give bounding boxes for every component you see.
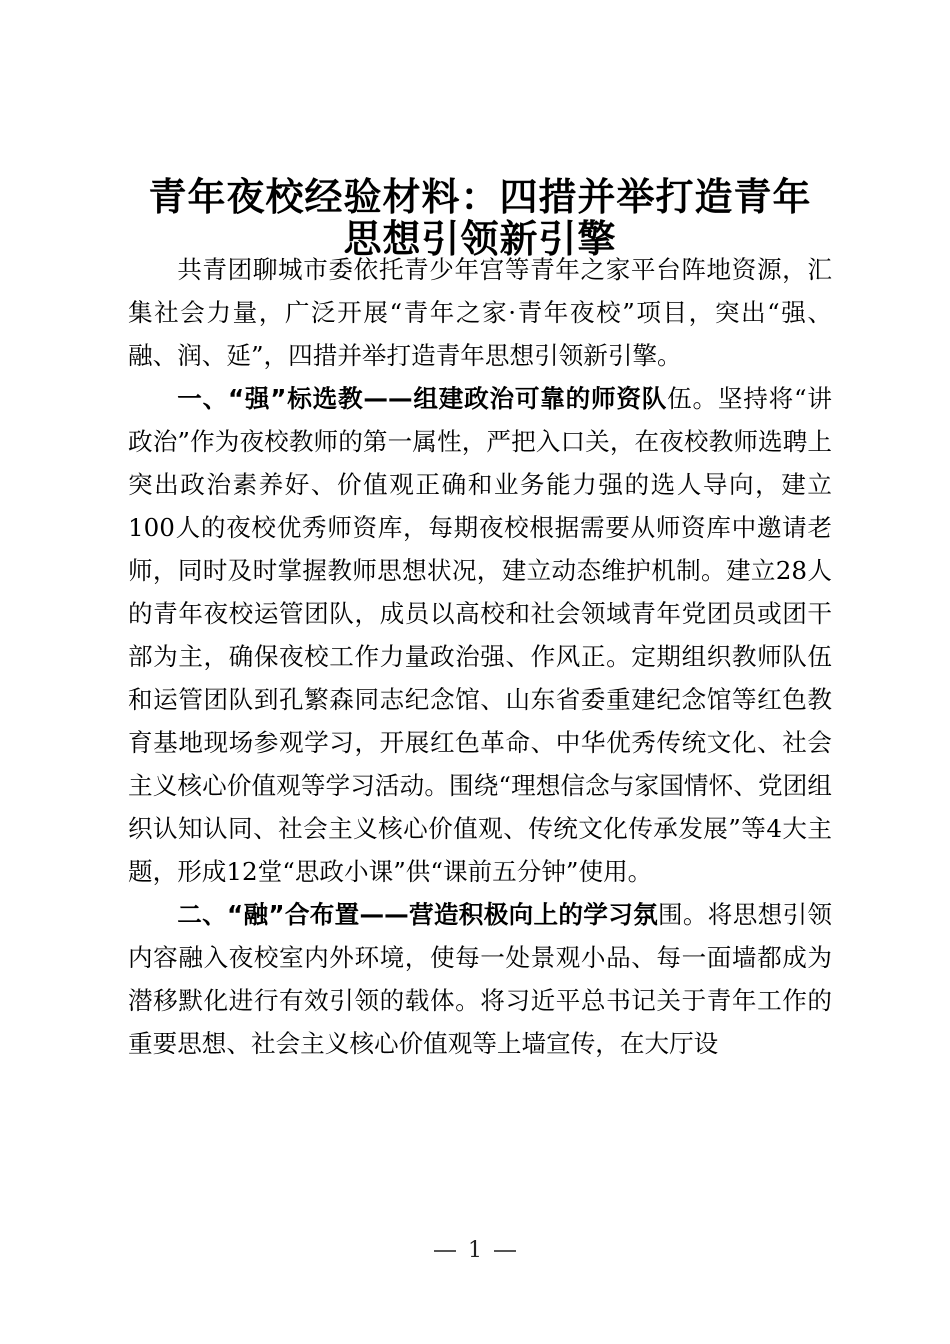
section-1-paragraph — [128, 377, 832, 893]
section-1-heading: 一、“强”标选教——组建政治可靠的师资队 — [177, 384, 668, 413]
section-2-body: 围。将思想引领内容融入夜校室内外环境，使每一处景观小品、每一面墙都成为潜移默化进行有效引领的载体。将习近平总书记关于青年工作的重要思想、社会主义核心价值观等上墙宣传，在大厅设 — [128, 900, 832, 1058]
page-footer — [0, 1238, 950, 1263]
section-2-heading: 二、“融”合布置——营造积极向上的学习氛 — [177, 900, 658, 929]
footer-dash-left — [434, 1250, 456, 1252]
section-2-paragraph — [128, 893, 832, 1065]
section-1-body: 伍。坚持将“讲政治”作为夜校教师的第一属性，严把入口关，在夜校教师选聘上突出政治素养好、价值观正确和业务能力强的选人导向，建立100人的夜校优秀师资库，每期夜校根据需要从师资库中邀请老师，同时及时掌握教师思想状况，建立动态维护机制。建立28人的青年夜校运管团队，成员以高校和社会领域青年党团员或团干部为主，确保夜校工作力量政治强、作风正。定期组织教师队伍和运管团队到孔繁森同志纪念馆、山东省委重建纪念馆等红色教育基地现场参观学习，开展红色革命、中华优秀传统文化、社会主义核心价值观等学习活动。围绕“理想信念与家国情怀、党团组织认知认同、社会主义核心价值观、传统文化传承发展”等4大主题，形成12堂“思政小课”供“课前五分钟”使用。 — [128, 384, 832, 886]
document-body — [128, 248, 832, 1065]
intro-paragraph: 共青团聊城市委依托青少年宫等青年之家平台阵地资源，汇集社会力量，广泛开展“青年之家·青年夜校”项目，突出“强、融、润、延”，四措并举打造青年思想引领新引擎。 — [128, 255, 832, 370]
document-title-line-1: 青年夜校经验材料：四措并举打造青年 — [148, 175, 812, 219]
document-title-line-2: 思想引领新引擎 — [343, 217, 617, 261]
footer-dash-right — [494, 1250, 516, 1252]
page-number: 1 — [468, 1238, 482, 1263]
